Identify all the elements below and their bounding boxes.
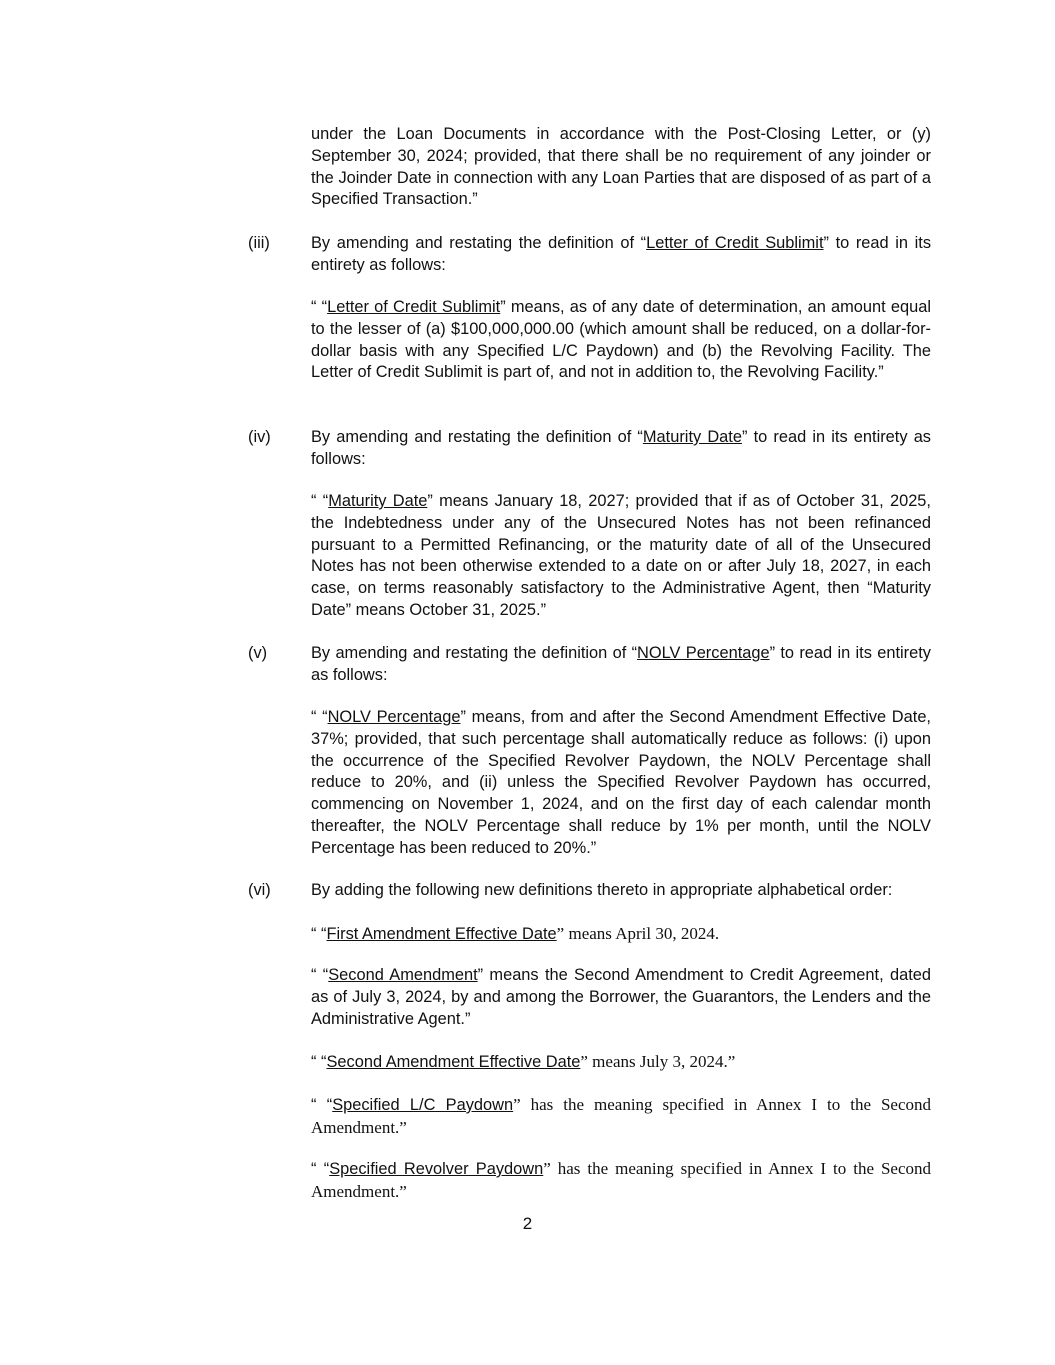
definition-nolv-percentage: “ “NOLV Percentage” means, from and after the Second Amendment Effective Date, 37%; provided, that such percentage shall automatically reduce as follows: (i) upon the occurrence of the Specified Revolver Paydown, the NOLV Percentage shall reduce to 20%, and (ii) unless the Specified Revolver Paydown has occurred, commencing on November 1, 2024, and on the first day of each calendar month thereafter, the NOLV Percentage shall reduce by 1% per month, until the NOLV Percentage has been reduced to 20%.”	[311, 708, 931, 857]
defined-term: Maturity Date	[328, 492, 428, 510]
amendment-item-vi	[248, 880, 931, 902]
item-instruction: By amending and restating the definition of “NOLV Percentage” to read in its entirety as follows:	[311, 644, 931, 684]
definition-first-amendment-effective-date: “ “First Amendment Effective Date” means April 30, 2024.	[311, 924, 720, 943]
page-number: 2	[522, 1214, 533, 1233]
definition-specified-lc-paydown: “ “Specified L/C Paydown” has the meaning specified in Annex I to the Second Amendment.”	[311, 1095, 932, 1137]
defined-term: First Amendment Effective Date	[326, 925, 557, 943]
item-number: (vi)	[248, 881, 271, 899]
definition-second-amendment-effective-date: “ “Second Amendment Effective Date” means July 3, 2024.”	[311, 1052, 736, 1071]
definition-specified-revolver-paydown: “ “Specified Revolver Paydown” has the meaning specified in Annex I to the Second Amendment.”	[311, 1159, 931, 1201]
defined-term: Specified Revolver Paydown	[329, 1160, 544, 1178]
definition-letter-of-credit-sublimit: “ “Letter of Credit Sublimit” means, as of any date of determination, an amount equal to the lesser of (a) $100,000,000.00 (which amount shall be reduced, on a dollar-for-dollar basis with any Specified L/C Paydown) and (b) the Revolving Facility. The Letter of Credit Sublimit is part of, and not in addition to, the Revolving Facility.”	[311, 298, 931, 382]
defined-term: Second Amendment	[328, 966, 478, 984]
continuation-paragraph: under the Loan Documents in accordance with the Post-Closing Letter, or (y) September 30, 2024; provided, that there shall be no requirement of any joinder or the Joinder Date in connection with any Loan Parties that are disposed of as part of a Specified Transaction.”	[311, 125, 931, 209]
definition-maturity-date: “ “Maturity Date” means January 18, 2027; provided that if as of October 31, 2025, the Indebtedness under any of the Unsecured Notes has not been refinanced pursuant to a Permitted Refinancing, or the maturity date of all of the Unsecured Notes has not been otherwise extended to a date on or after July 18, 2027, in each case, on terms reasonably satisfactory to the Administrative Agent, then “Maturity Date” means October 31, 2025.”	[311, 492, 931, 619]
defined-term: NOLV Percentage	[637, 644, 770, 662]
item-number: (iii)	[248, 234, 270, 252]
defined-term: Letter of Credit Sublimit	[327, 298, 501, 316]
defined-term: Second Amendment Effective Date	[326, 1053, 581, 1071]
defined-term: Maturity Date	[642, 428, 742, 446]
amendment-item-iv	[248, 427, 931, 471]
item-instruction: By amending and restating the definition of “Letter of Credit Sublimit” to read in its entirety as follows:	[311, 234, 932, 274]
item-number: (iv)	[248, 428, 271, 446]
amendment-item-v	[248, 643, 931, 687]
defined-term: NOLV Percentage	[327, 708, 461, 726]
item-instruction: By adding the following new definitions thereto in appropriate alphabetical order:	[311, 881, 893, 899]
definition-second-amendment: “ “Second Amendment” means the Second Amendment to Credit Agreement, dated as of July 3, 2024, by and among the Borrower, the Guarantors, the Lenders and the Administrative Agent.”	[311, 966, 931, 1028]
item-number: (v)	[248, 644, 268, 662]
defined-term: Specified L/C Paydown	[332, 1096, 514, 1114]
defined-term: Letter of Credit Sublimit	[646, 234, 824, 252]
amendment-item-iii	[248, 233, 931, 277]
item-instruction: By amending and restating the definition of “Maturity Date” to read in its entirety as follows:	[311, 428, 932, 468]
